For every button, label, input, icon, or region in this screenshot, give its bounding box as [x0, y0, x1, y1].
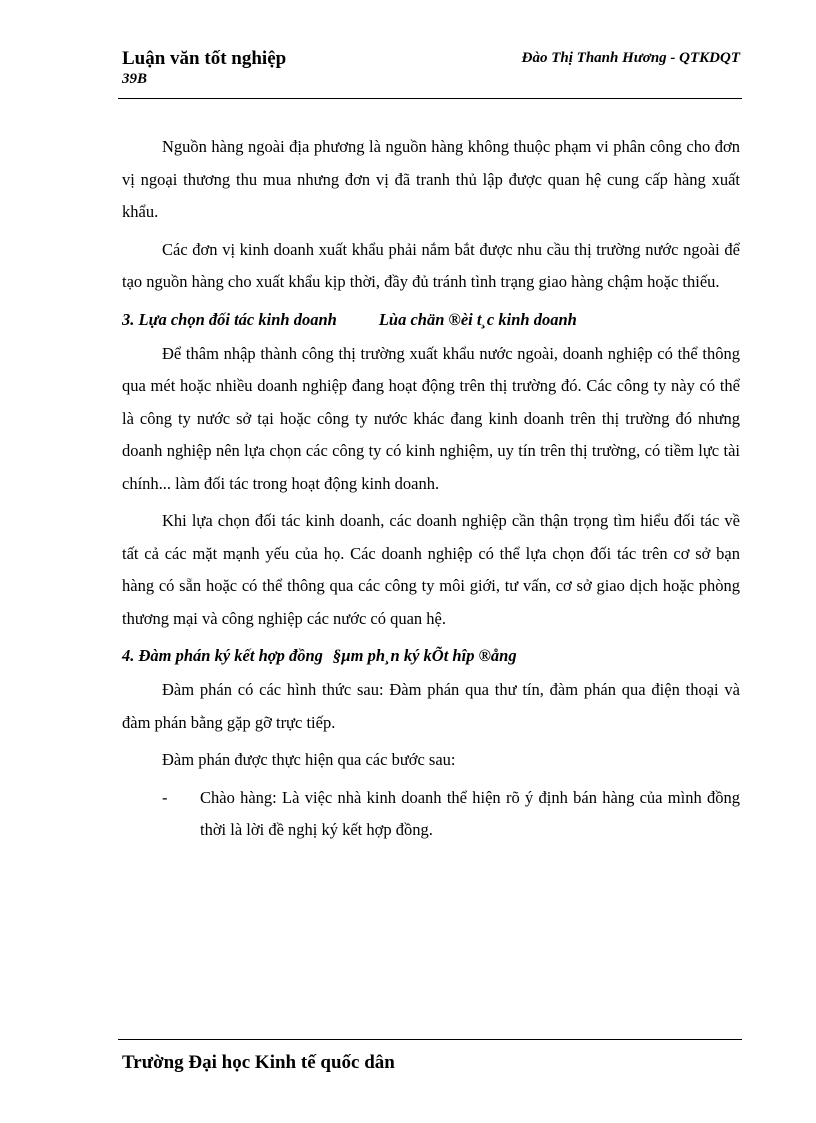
- paragraph: Khi lựa chọn đối tác kinh doanh, các doanh nghiệp cần thận trọng tìm hiểu đối tác về tất cả các mặt mạnh yếu của họ. Các doanh nghiệp có thể lựa chọn đối tác trên cơ sở bạn hàng có sẵn hoặc có thể thông qua các công ty môi giới, tư vấn, cơ sở giao dịch hoặc phòng thương mại và công nghiệp các nước có quan hệ.: [122, 511, 740, 628]
- heading-garbled-text: Lùa chän ®èi t¸c kinh doanh: [378, 309, 577, 329]
- header-divider: [118, 98, 742, 99]
- paragraph: Đàm phán có các hình thức sau: Đàm phán qua thư tín, đàm phán qua điện thoại và đàm phán bằng gặp gỡ trực tiếp.: [122, 680, 740, 732]
- thesis-title: Luận văn tốt nghiệp: [122, 48, 287, 69]
- bullet-dash: -: [162, 787, 168, 807]
- author-info: Đào Thị Thanh Hương - QTKDQT: [521, 50, 740, 66]
- bullet-text: Chào hàng: Là việc nhà kinh doanh thể hiện rõ ý định bán hàng của mình đồng thời là lời đề nghị ký kết hợp đồng.: [200, 787, 740, 839]
- heading-garbled-text: §µm ph¸n ký kÕt hîp ®ång: [332, 646, 517, 665]
- footer-divider: [118, 1039, 742, 1040]
- section-heading-4: [122, 640, 740, 672]
- paragraph: Để thâm nhập thành công thị trường xuất khẩu nước ngoài, doanh nghiệp có thể thông qua mét hoặc nhiều doanh nghiệp đang hoạt động trên thị trường đó. Các công ty này có thể là công ty nước sở tại hoặc công ty nước khác đang kinh doanh trên thị trường đó nhưng doanh nghiệp nên lựa chọn các công ty có kinh nghiệm, uy tín trên thị trường, có tiềm lực tài chính... làm đối tác trong hoạt động kinh doanh.: [122, 343, 740, 493]
- heading-text: 4. Đàm phán ký kết hợp đồng: [122, 646, 323, 665]
- header-left: [122, 48, 286, 88]
- section-heading-3: [122, 304, 740, 336]
- page-body: [122, 131, 740, 847]
- page-header: [122, 44, 740, 96]
- bullet-item: [122, 782, 740, 847]
- paragraph: Đàm phán được thực hiện qua các bước sau:: [162, 750, 456, 769]
- paragraph: Nguồn hàng ngoài địa phương là nguồn hàng không thuộc phạm vi phân công cho đơn vị ngoại thương thu mua nhưng đơn vị đã tranh thủ lập được quan hệ cung cấp hàng xuất khẩu.: [122, 137, 740, 221]
- page-footer: Trường Đại học Kinh tế quốc dân: [122, 1052, 395, 1073]
- paragraph: Các đơn vị kinh doanh xuất khẩu phải nắm bắt được nhu cầu thị trường nước ngoài để tạo nguồn hàng cho xuất khẩu kịp thời, đầy đủ tránh tình trạng giao hàng chậm hoặc thiếu.: [122, 239, 740, 291]
- heading-text: 3. Lựa chọn đối tác kinh doanh: [122, 309, 337, 329]
- class-code: 39B: [122, 71, 148, 87]
